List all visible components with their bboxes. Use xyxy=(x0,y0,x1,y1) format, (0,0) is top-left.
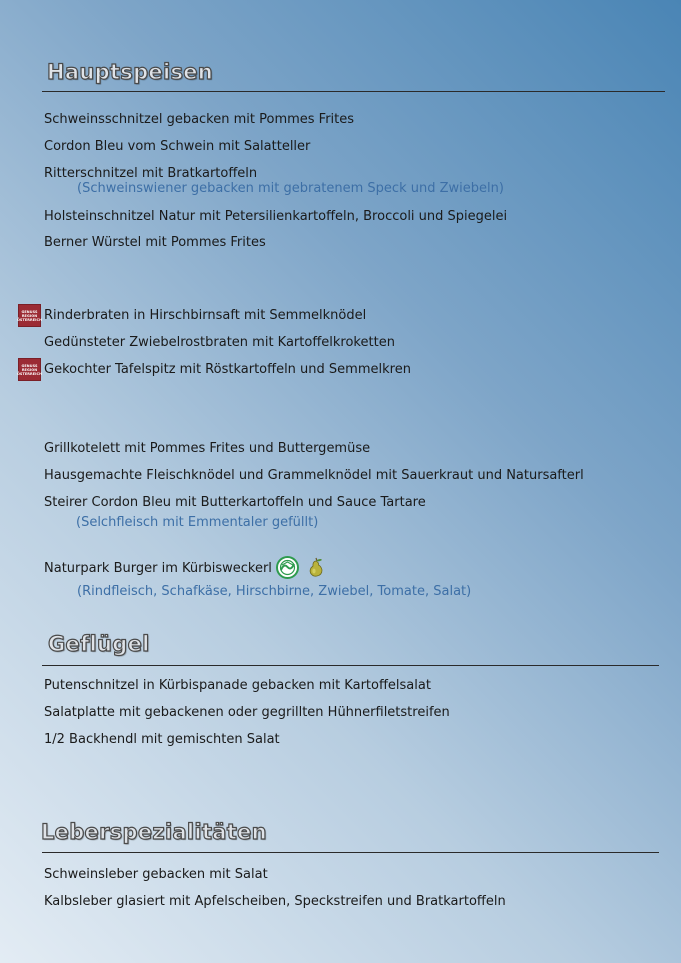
menu-item-note: (Schweinswiener gebacken mit gebratenem Speck und Zwiebeln) xyxy=(77,181,504,196)
menu-item: Berner Würstel mit Pommes Frites xyxy=(44,235,266,250)
section-title-gefluegel: Geflügel xyxy=(48,632,150,656)
section-title-hauptspeisen: Hauptspeisen xyxy=(47,60,214,84)
menu-item: 1/2 Backhendl mit gemischten Salat xyxy=(44,732,280,747)
menu-item: Holsteinschnitzel Natur mit Petersilienkartoffeln, Broccoli und Spiegelei xyxy=(44,209,508,224)
menu-item: Hausgemachte Fleischknödel und Grammelknödel mit Sauerkraut und Natursafterl xyxy=(44,468,584,483)
naturpark-logo-icon xyxy=(276,556,299,579)
section-divider xyxy=(42,91,665,92)
genuss-region-badge-icon: GENUSS REGION ÖSTERREICH xyxy=(18,358,41,381)
menu-item: Salatplatte mit gebackenen oder gegrillten Hühnerfiletstreifen xyxy=(44,705,450,720)
menu-item: Grillkotelett mit Pommes Frites und Buttergemüse xyxy=(44,441,371,456)
section-divider xyxy=(42,665,659,666)
menu-item-note: (Selchfleisch mit Emmentaler gefüllt) xyxy=(76,515,319,530)
menu-item: Cordon Bleu vom Schwein mit Salatteller xyxy=(44,139,311,154)
menu-item: Rinderbraten in Hirschbirnsaft mit Semmelknödel xyxy=(44,308,367,323)
section-title-leber: Leberspezialitäten xyxy=(41,820,267,844)
menu-item: Schweinsleber gebacken mit Salat xyxy=(44,867,268,882)
menu-item: Ritterschnitzel mit Bratkartoffeln xyxy=(44,166,258,181)
menu-item: Gekochter Tafelspitz mit Röstkartoffeln und Semmelkren xyxy=(44,362,411,377)
section-divider xyxy=(42,852,659,853)
menu-item: Kalbsleber glasiert mit Apfelscheiben, Speckstreifen und Bratkartoffeln xyxy=(44,894,506,909)
menu-item-note: (Rindfleisch, Schafkäse, Hirschbirne, Zwiebel, Tomate, Salat) xyxy=(77,584,472,599)
pear-icon xyxy=(307,556,325,578)
genuss-region-badge-icon: GENUSS REGION ÖSTERREICH xyxy=(18,304,41,327)
menu-item: Naturpark Burger im Kürbisweckerl xyxy=(44,561,272,576)
menu-item: Schweinsschnitzel gebacken mit Pommes Frites xyxy=(44,112,355,127)
menu-item: Steirer Cordon Bleu mit Butterkartoffeln und Sauce Tartare xyxy=(44,495,426,510)
menu-item: Gedünsteter Zwiebelrostbraten mit Kartoffelkroketten xyxy=(44,335,395,350)
menu-item: Putenschnitzel in Kürbispanade gebacken mit Kartoffelsalat xyxy=(44,678,431,693)
